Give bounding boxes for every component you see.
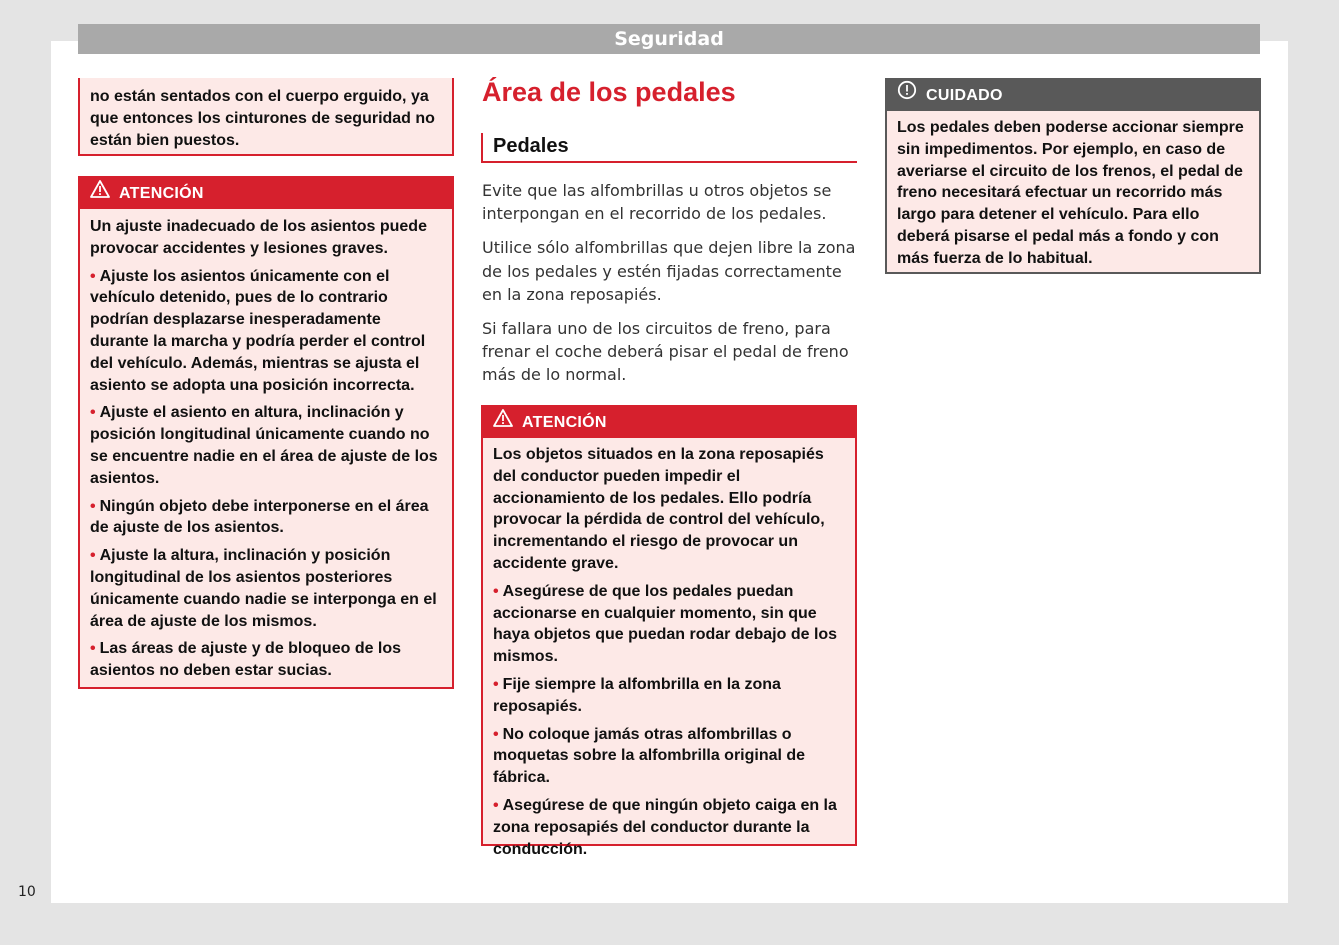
bullet-icon: • bbox=[90, 267, 96, 285]
caution-text: Los pedales deben poderse accionar siempre sin impedimentos. Por ejemplo, en caso de averiarse el circuito de los frenos, el pedal de freno necesitará efectuar un recorrido más largo para detener el vehículo. Para ello deberá pisarse el pedal más a fondo y con más fuerza de lo habitual. bbox=[897, 119, 1244, 267]
caution-label: CUIDADO bbox=[926, 87, 1003, 104]
bullet-icon: • bbox=[90, 547, 96, 565]
caution-box-header bbox=[887, 80, 1259, 111]
warning-bullet: • Asegúrese de que ningún objeto caiga en la zona reposapiés del conductor durante la conducción. bbox=[493, 796, 837, 858]
paragraph: Evite que las alfombrillas u otros objetos se interpongan en el recorrido de los pedales. bbox=[482, 181, 832, 224]
section-header bbox=[78, 24, 1260, 54]
section-title: Área de los pedales bbox=[482, 77, 736, 107]
body-text bbox=[482, 179, 858, 398]
warning-box-pedals bbox=[481, 405, 857, 858]
exclamation-circle-icon bbox=[897, 80, 917, 111]
bullet-icon: • bbox=[90, 640, 96, 658]
warning-bullet: • Ajuste el asiento en altura, inclinación y posición longitudinal únicamente cuando no se encuentre nadie en el área de ajuste de los asientos. bbox=[90, 404, 438, 487]
continued-warning-text: no están sentados con el cuerpo erguido, ya que entonces los cinturones de seguridad no están bien puestos. bbox=[90, 88, 435, 149]
warning-box-header bbox=[483, 407, 855, 438]
page-number: 10 bbox=[18, 884, 36, 900]
warning-bullet: • Ningún objeto debe interponerse en el área de ajuste de los asientos. bbox=[90, 497, 429, 537]
warning-intro: Los objetos situados en la zona reposapiés del conductor pueden impedir el accionamiento de los pedales. Ello podría provocar la pérdida de control del vehículo, incrementando el riesgo de provocar un accidente grave. bbox=[493, 446, 825, 572]
bullet-icon: • bbox=[90, 404, 96, 422]
bullet-icon: • bbox=[493, 725, 499, 743]
bullet-icon: • bbox=[493, 582, 499, 600]
warning-bullet: • Las áreas de ajuste y de bloqueo de los asientos no deben estar sucias. bbox=[90, 640, 402, 680]
warning-bullet: • Fije siempre la alfombrilla en la zona reposapiés. bbox=[493, 675, 781, 715]
warning-bullet: • Ajuste los asientos únicamente con el vehículo detenido, pues de lo contrario podrían desplazarse inesperadamente durante la marcha y podría perder el control del vehículo. Además, mientras se ajusta el asiento se adopta una posición incorrecta. bbox=[90, 267, 426, 394]
warning-intro: Un ajuste inadecuado de los asientos puede provocar accidentes y lesiones graves. bbox=[90, 218, 427, 257]
warning-triangle-icon bbox=[493, 407, 513, 438]
warning-bullet: • No coloque jamás otras alfombrillas o moquetas sobre la alfombrilla original de fábrica. bbox=[493, 725, 806, 787]
warning-triangle-icon bbox=[90, 178, 110, 209]
warning-label: ATENCIÓN bbox=[522, 414, 607, 431]
section-header-title: Seguridad bbox=[614, 28, 724, 50]
warning-box-seats bbox=[78, 176, 454, 689]
bullet-icon: • bbox=[90, 497, 96, 515]
paragraph: Si fallara uno de los circuitos de freno, para frenar el coche deberá pisar el pedal de freno más de lo normal. bbox=[482, 319, 849, 385]
warning-label: ATENCIÓN bbox=[119, 185, 204, 202]
bullet-icon: • bbox=[493, 675, 499, 693]
caution-box bbox=[885, 78, 1261, 274]
paragraph: Utilice sólo alfombrillas que dejen libre la zona de los pedales y estén fijadas correctamente en la zona reposapiés. bbox=[482, 238, 856, 304]
continued-warning-box bbox=[78, 78, 454, 156]
warning-bullet: • Asegúrese de que los pedales puedan accionarse en cualquier momento, sin que haya objetos que puedan rodar debajo de los mismos. bbox=[493, 582, 838, 666]
warning-bullet: • Ajuste la altura, inclinación y posición longitudinal de los asientos posteriores únicamente cuando nadie se interponga en el área de ajuste de los mismos. bbox=[90, 547, 437, 630]
bullet-icon: • bbox=[493, 796, 499, 814]
warning-box-header bbox=[80, 178, 452, 209]
subsection-title: Pedales bbox=[481, 133, 857, 163]
